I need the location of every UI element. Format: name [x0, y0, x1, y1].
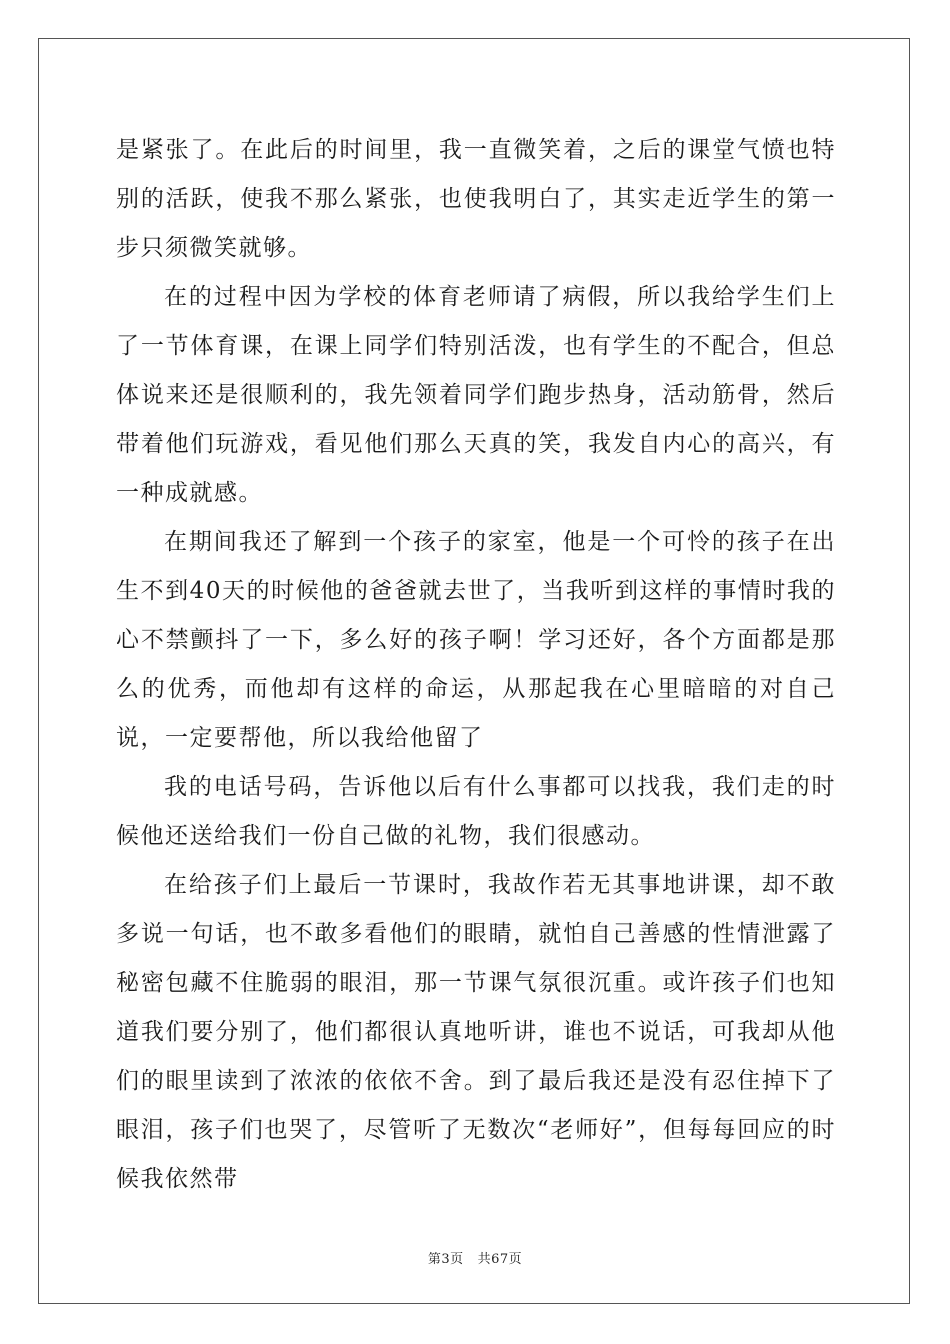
paragraph-4: 我的电话号码，告诉他以后有什么事都可以找我，我们走的时候他还送给我们一份自己做的礼物，我们很感动。 [116, 774, 836, 849]
paragraph-5: 在给孩子们上最后一节课时，我故作若无其事地讲课，却不敢多说一句话，也不敢多看他们的眼睛，就怕自己善感的性情泄露了秘密包藏不住脆弱的眼泪，那一节课气氛很沉重。或许孩子们也知道我们要分别了，他们都很认真地听讲，谁也不说话，可我却从他们的眼里读到了浓浓的依依不舍。到了最后我还是没有忍住掉下了眼泪，孩子们也哭了，尽管听了无数次“老师好”，但每每回应的时候我依然带 [116, 872, 836, 1192]
page-footer [0, 1248, 950, 1267]
page-number: 第3页 [427, 1252, 464, 1267]
paragraph-1: 是紧张了。在此后的时间里，我一直微笑着，之后的课堂气愤也特别的活跃，使我不那么紧张，也使我明白了，其实走近学生的第一步只须微笑就够。 [116, 137, 836, 261]
paragraph-2: 在的过程中因为学校的体育老师请了病假，所以我给学生们上了一节体育课，在课上同学们特别活泼，也有学生的不配合，但总体说来还是很顺利的，我先领着同学们跑步热身，活动筋骨，然后带着他们玩游戏，看见他们那么天真的笑，我发自内心的高兴，有一种成就感。 [116, 284, 836, 506]
page-total: 共67页 [477, 1252, 523, 1267]
paragraph-3: 在期间我还了解到一个孩子的家室，他是一个可怜的孩子在出生不到40天的时候他的爸爸就去世了，当我听到这样的事情时我的心不禁颤抖了一下，多么好的孩子啊！学习还好，各个方面都是那么的优秀，而他却有这样的命运，从那起我在心里暗暗的对自己说，一定要帮他，所以我给他留了 [116, 529, 836, 751]
document-body [116, 126, 836, 1204]
